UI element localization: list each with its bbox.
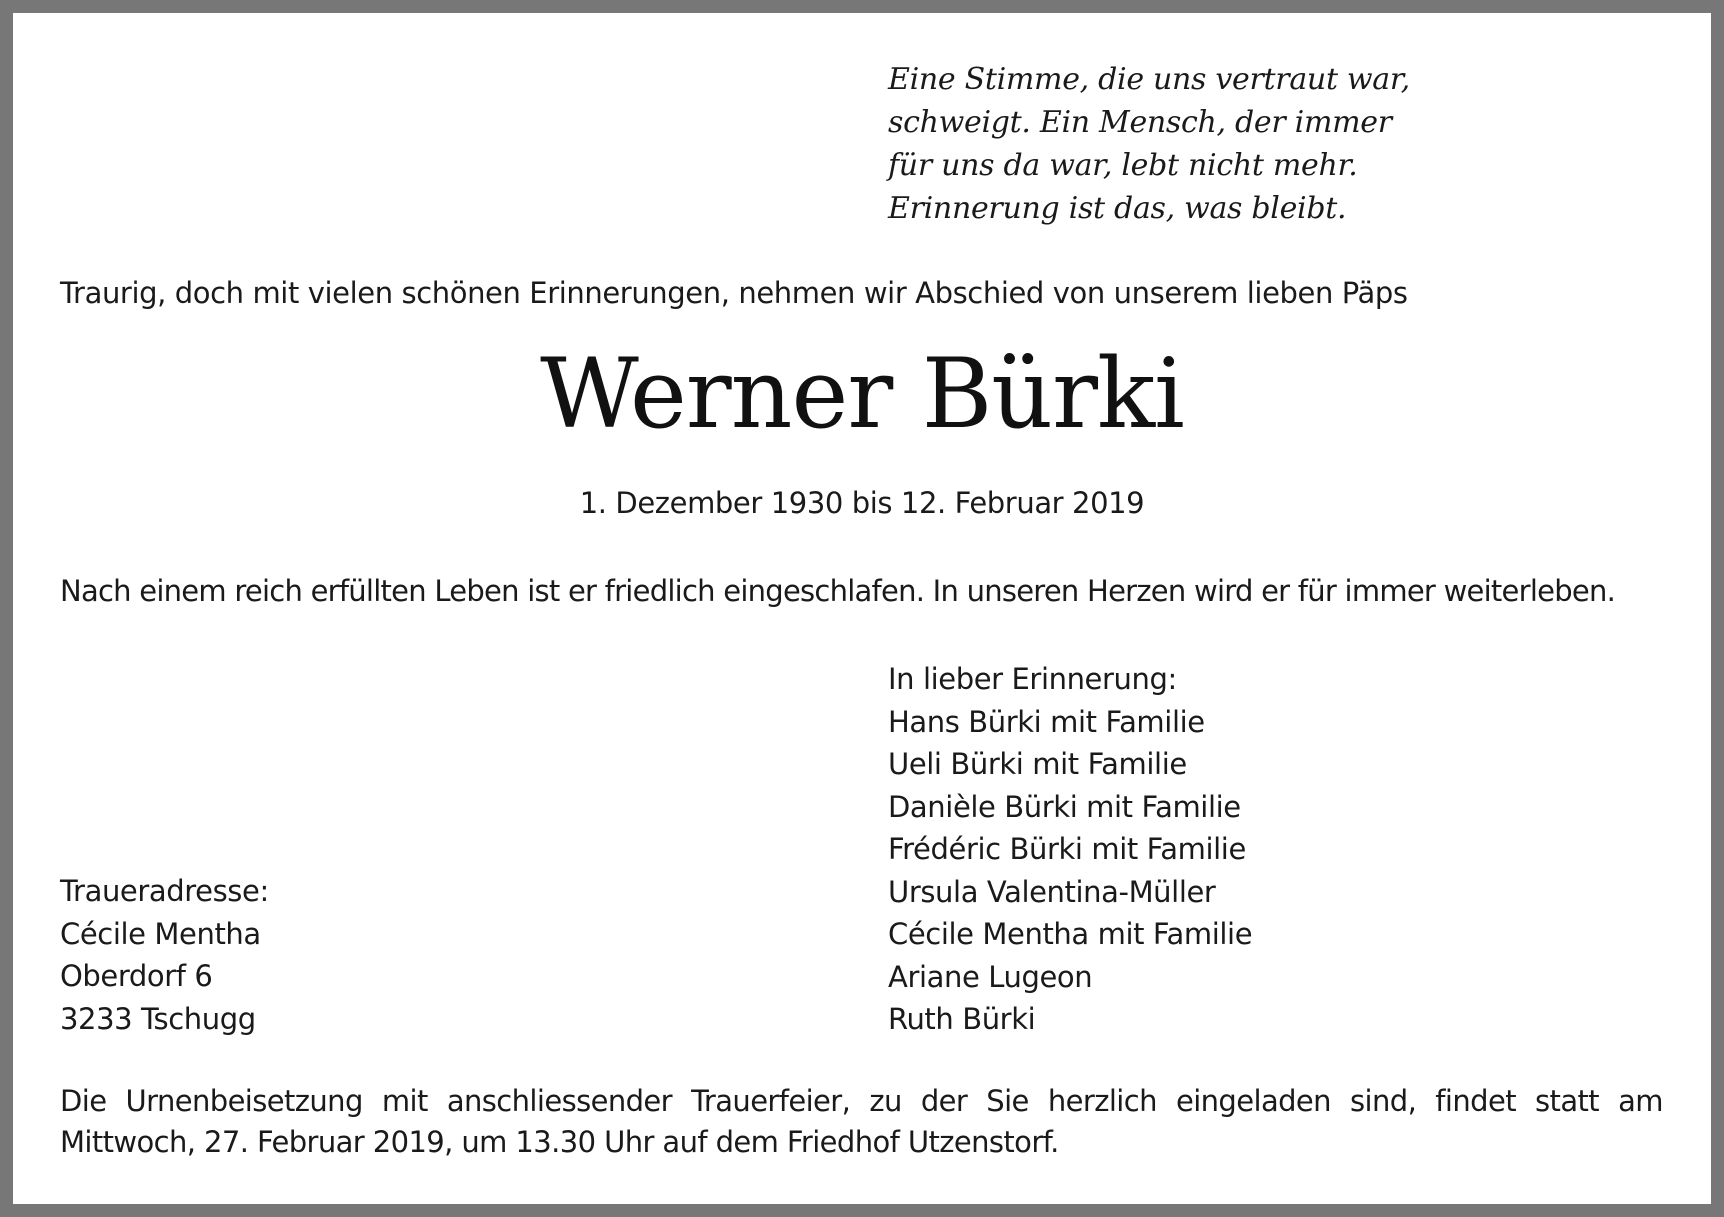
life-dates: 1. Dezember 1930 bis 12. Februar 2019 bbox=[579, 486, 1145, 520]
announcement-word: findet bbox=[1435, 1084, 1516, 1118]
address-label: Traueradresse: bbox=[60, 874, 269, 908]
funeral-announcement bbox=[60, 1081, 1663, 1163]
announcement-word: herzlich bbox=[1047, 1084, 1157, 1118]
announcement-word: anschliessender bbox=[446, 1084, 672, 1118]
mourner-name: Danièle Bürki mit Familie bbox=[888, 789, 1241, 824]
obituary-notice bbox=[13, 13, 1711, 1204]
poem-line: Eine Stimme, die uns vertraut war, bbox=[888, 62, 1410, 97]
mourners-list bbox=[888, 658, 1252, 1041]
funeral-announcement-line-1 bbox=[60, 1081, 1663, 1122]
announcement-word: Trauerfeier, bbox=[691, 1084, 851, 1118]
mourner-name: Hans Bürki mit Familie bbox=[888, 704, 1205, 739]
mourner-name: Cécile Mentha mit Familie bbox=[888, 917, 1253, 951]
poem-line: schweigt. Ein Mensch, der immer bbox=[888, 105, 1392, 140]
mourner-name: Ruth Bürki bbox=[888, 1002, 1036, 1036]
mourning-address bbox=[60, 870, 269, 1040]
address-street: Oberdorf 6 bbox=[60, 959, 213, 993]
announcement-word: Urnenbeisetzung bbox=[125, 1084, 363, 1118]
address-name: Cécile Mentha bbox=[60, 916, 261, 951]
announcement-word: eingeladen bbox=[1175, 1084, 1331, 1118]
announcement-word: mit bbox=[381, 1084, 428, 1118]
poem-line: Erinnerung ist das, was bleibt. bbox=[888, 191, 1347, 226]
announcement-word: zu bbox=[869, 1084, 902, 1118]
mourner-name: Frédéric Bürki mit Familie bbox=[888, 832, 1246, 866]
intro-text: Traurig, doch mit vielen schönen Erinnerungen, nehmen wir Abschied von unserem lieben Päps bbox=[60, 276, 1408, 310]
announcement-word: Die bbox=[60, 1084, 107, 1118]
deceased-name: Werner Bürki bbox=[540, 338, 1184, 450]
address-city: 3233 Tschugg bbox=[60, 1001, 256, 1036]
announcement-word: statt bbox=[1535, 1084, 1600, 1118]
announcement-word: am bbox=[1618, 1084, 1663, 1118]
funeral-announcement-line-2: Mittwoch, 27. Februar 2019, um 13.30 Uhr auf dem Friedhof Utzenstorf. bbox=[60, 1125, 1059, 1159]
announcement-word: sind, bbox=[1350, 1084, 1417, 1118]
memorial-statement: Nach einem reich erfüllten Leben ist er friedlich eingeschlafen. In unseren Herzen wird er für immer weiterleben. bbox=[60, 574, 1616, 608]
mourner-name: Ariane Lugeon bbox=[888, 959, 1093, 994]
poem-line: für uns da war, lebt nicht mehr. bbox=[888, 148, 1358, 183]
mourners-heading: In lieber Erinnerung: bbox=[888, 662, 1177, 696]
announcement-word: Sie bbox=[986, 1084, 1029, 1118]
memorial-poem bbox=[888, 58, 1410, 230]
announcement-word: der bbox=[920, 1084, 968, 1118]
mourner-name: Ursula Valentina-Müller bbox=[888, 874, 1216, 909]
mourner-name: Ueli Bürki mit Familie bbox=[888, 747, 1187, 781]
